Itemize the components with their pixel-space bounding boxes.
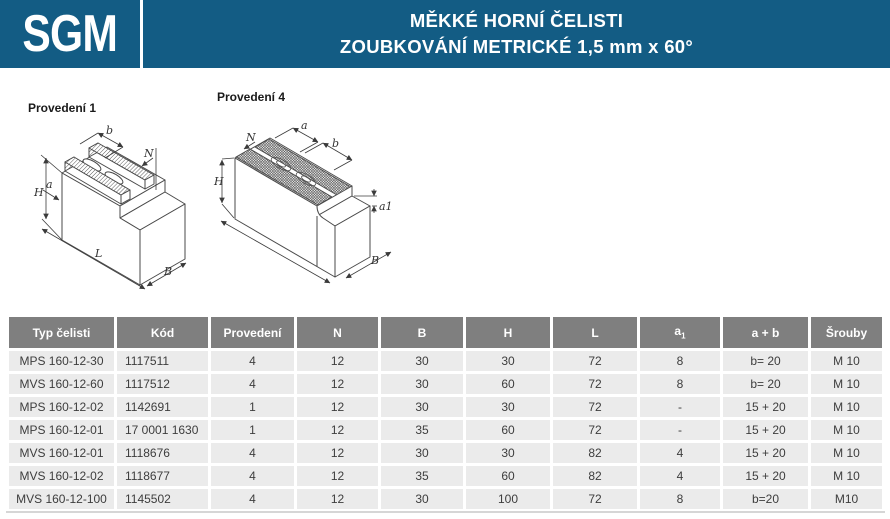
table-row: [9, 443, 882, 463]
table-cell: M 10: [811, 397, 882, 417]
table-bottom-rule: [6, 511, 885, 513]
column-header: [117, 317, 208, 348]
column-header-label: a: [674, 324, 682, 339]
column-header-label: B: [417, 325, 427, 340]
table-cell: MVS 160-12-100: [9, 489, 114, 509]
page-title-line2: ZOUBKOVÁNÍ METRICKÉ 1,5 mm x 60°: [339, 35, 694, 57]
table-cell: 72: [553, 420, 637, 440]
table-cell: 4: [640, 466, 720, 486]
dim-label-h: H: [34, 186, 44, 199]
table-cell: 15 + 20: [723, 397, 808, 417]
table-cell: 8: [640, 489, 720, 509]
column-header-label: Provedení: [223, 325, 282, 340]
table-cell: 30: [381, 489, 463, 509]
table-cell: -: [640, 420, 720, 440]
table-cell: 30: [466, 397, 550, 417]
dim-label-b: b: [106, 124, 114, 137]
table-cell: M 10: [811, 466, 882, 486]
header-row: [9, 317, 882, 348]
column-header-subscript: 1: [681, 331, 686, 341]
table-cell: b=20: [723, 489, 808, 509]
table-cell: 72: [553, 489, 637, 509]
technical-drawing-provedeni-1: [12, 118, 212, 298]
table-cell: 35: [381, 466, 463, 486]
table-cell: 12: [297, 374, 378, 394]
brand-logo-text: SGM: [22, 5, 118, 63]
table-cell: 30: [466, 443, 550, 463]
table-cell: M 10: [811, 374, 882, 394]
table-row: [9, 466, 882, 486]
table-cell: MVS 160-12-60: [9, 374, 114, 394]
brand-logo: [0, 0, 143, 68]
page-header: [0, 0, 890, 68]
column-header-label: L: [591, 325, 599, 340]
dim-label-l: L: [95, 247, 103, 260]
table-cell: 60: [466, 374, 550, 394]
table-cell: 30: [466, 351, 550, 371]
dim-label-b2: B: [371, 254, 380, 267]
table-cell: 60: [466, 466, 550, 486]
table-cell: M 10: [811, 351, 882, 371]
table-cell: -: [640, 397, 720, 417]
column-header-label: H: [503, 325, 513, 340]
table-cell: 4: [640, 443, 720, 463]
table-cell: 8: [640, 374, 720, 394]
table-cell: M 10: [811, 443, 882, 463]
dim-label-h: H: [214, 175, 224, 188]
table-cell: M 10: [811, 420, 882, 440]
table-cell: 30: [381, 443, 463, 463]
column-header: [381, 317, 463, 348]
table-cell: MPS 160-12-02: [9, 397, 114, 417]
table-cell: MVS 160-12-02: [9, 466, 114, 486]
table-cell: 12: [297, 466, 378, 486]
page-title-line1: MĚKKÉ HORNÍ ČELISTI: [409, 10, 624, 32]
table-row: [9, 397, 882, 417]
jaw-block-1-outline: [62, 143, 185, 285]
table-cell: 1118677: [117, 466, 208, 486]
table-cell: 12: [297, 351, 378, 371]
table-cell: 1145502: [117, 489, 208, 509]
dim-label-a: a: [46, 178, 53, 191]
spec-table-head: [9, 317, 882, 348]
dim-label-a1: a1: [379, 200, 393, 213]
table-cell: 12: [297, 443, 378, 463]
table-row: [9, 374, 882, 394]
table-row: [9, 351, 882, 371]
dim-label-b: b: [332, 137, 340, 150]
table-cell: 35: [381, 420, 463, 440]
table-cell: b= 20: [723, 351, 808, 371]
table-cell: 4: [211, 351, 294, 371]
table-cell: 100: [466, 489, 550, 509]
table-cell: 12: [297, 397, 378, 417]
drawing1-label: Provedení 1: [28, 101, 97, 115]
table-cell: 72: [553, 374, 637, 394]
column-header: [9, 317, 114, 348]
table-cell: 15 + 20: [723, 420, 808, 440]
dim-label-n: N: [246, 131, 256, 144]
column-header-label: Kód: [150, 325, 175, 340]
column-header: [723, 317, 808, 348]
table-cell: MPS 160-12-30: [9, 351, 114, 371]
technical-drawing-provedeni-4: [213, 106, 468, 304]
table-cell: 1142691: [117, 397, 208, 417]
drawing2-label: Provedení 4: [217, 90, 286, 104]
column-header: [811, 317, 882, 348]
table-cell: MVS 160-12-01: [9, 443, 114, 463]
column-header-label: Šrouby: [825, 325, 868, 340]
table-cell: 4: [211, 466, 294, 486]
table-cell: 30: [381, 397, 463, 417]
table-cell: 4: [211, 443, 294, 463]
column-header: [211, 317, 294, 348]
column-header-label: Typ čelisti: [32, 325, 91, 340]
table-cell: 30: [381, 374, 463, 394]
table-cell: MPS 160-12-01: [9, 420, 114, 440]
table-cell: b= 20: [723, 374, 808, 394]
table-cell: 15 + 20: [723, 466, 808, 486]
table-cell: 1: [211, 397, 294, 417]
table-cell: 60: [466, 420, 550, 440]
column-header: [297, 317, 378, 348]
table-cell: 4: [211, 374, 294, 394]
dim-label-b2: B: [164, 265, 173, 278]
table-cell: 15 + 20: [723, 443, 808, 463]
table-cell: M10: [811, 489, 882, 509]
table-cell: 82: [553, 443, 637, 463]
spec-table: [6, 314, 885, 512]
table-cell: 30: [381, 351, 463, 371]
table-cell: 12: [297, 420, 378, 440]
spec-table-body: [9, 351, 882, 509]
column-header-label: N: [333, 325, 342, 340]
column-header: [466, 317, 550, 348]
table-cell: 1118676: [117, 443, 208, 463]
column-header: [553, 317, 637, 348]
dim-label-a: a: [301, 119, 308, 132]
table-cell: 8: [640, 351, 720, 371]
table-row: [9, 420, 882, 440]
column-header: [640, 317, 720, 348]
column-header-label: a + b: [751, 325, 780, 340]
table-cell: 72: [553, 397, 637, 417]
table-cell: 1117512: [117, 374, 208, 394]
table-cell: 72: [553, 351, 637, 371]
table-cell: 82: [553, 466, 637, 486]
table-cell: 4: [211, 489, 294, 509]
table-cell: 1: [211, 420, 294, 440]
table-cell: 1117511: [117, 351, 208, 371]
dim-label-n: N: [144, 147, 154, 160]
table-row: [9, 489, 882, 509]
table-cell: 17 0001 1630: [117, 420, 208, 440]
table-cell: 12: [297, 489, 378, 509]
page-title: [143, 0, 890, 68]
